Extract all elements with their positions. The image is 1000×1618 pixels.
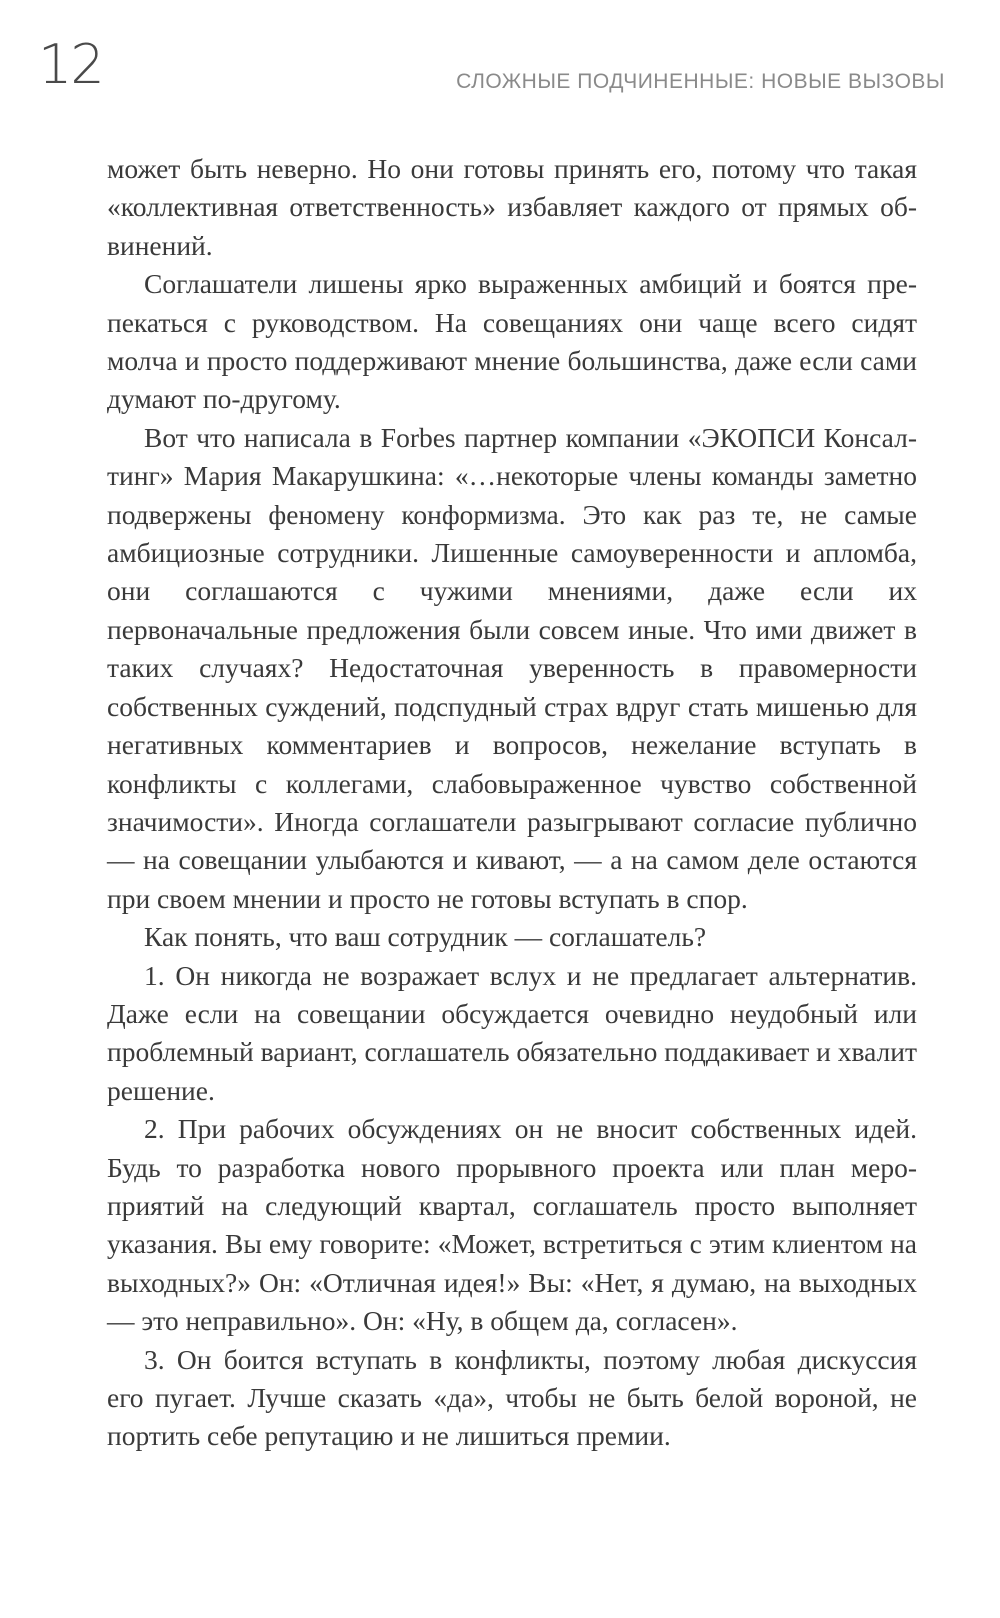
list-item: 3. Он боится вступать в конфликты, поэтому любая дискуссия его пугает. Лучше сказать «да», чтобы не быть белой вороной, не портить себе репутацию и не лишиться премии. xyxy=(107,1343,917,1452)
paragraph: Соглашатели лишены ярко выраженных амбиций и боятся препекаться с руководством. На совещаниях они чаще всего сидят молча и просто поддерживают мнение большинства, даже если сами думают по-другому. xyxy=(107,268,917,415)
page-number: 12 xyxy=(38,33,103,96)
paragraph: Вот что написала в Forbes партнер компании «ЭКОПСИ Консалтинг» Мария Макарушкина: «…некоторые члены команды заметно подвержены феномену конформизма. Это как раз те, не самые амбициозные сотрудники. Лишенные самоуверенности и апломба, они соглашаются с чужими мнениями, даже если их первоначальные предложения были совсем иные. Что ими движет в таких случаях? Недостаточная уверенность в правомерности собственных суждений, подспудный страх вдруг стать мишенью для негативных комментариев и вопросов, нежелание вступать в конфликты с коллегами, слабовыраженное чувство собственной значимости». Иногда соглашатели разыгрывают согласие публично — на совещании улыбаются и кивают, — а на самом деле остаются при своем мнении и просто не готовы вступать в спор. xyxy=(107,421,917,914)
paragraph: Как понять, что ваш сотрудник — соглашатель? xyxy=(144,921,707,953)
paragraph: может быть неверно. Но они готовы принять его, потому что такая «коллективная ответственность» избавляет каждого от прямых обвинений. xyxy=(107,153,917,261)
list-item: 1. Он никогда не возражает вслух и не предлагает альтернатив. Даже если на совещании обсуждается очевидно неудобный или проблемный вариант, соглашатель обязательно поддакивает и хвалит решение. xyxy=(107,959,917,1106)
running-head: СЛОЖНЫЕ ПОДЧИНЕННЫЕ: НОВЫЕ ВЫЗОВЫ xyxy=(456,70,945,93)
body-text xyxy=(107,150,917,1456)
list-item: 2. При рабочих обсуждениях он не вносит собственных идей. Будь то разработка нового прорывного проекта или план мероприятий на следующий квартал, соглашатель просто выполняет указания. Вы ему говорите: «Может, встретиться с этим клиентом на выходных?» Он: «Отличная идея!» Вы: «Нет, я думаю, на выходных — это неправильно». Он: «Ну, в общем да, согласен». xyxy=(107,1113,917,1337)
